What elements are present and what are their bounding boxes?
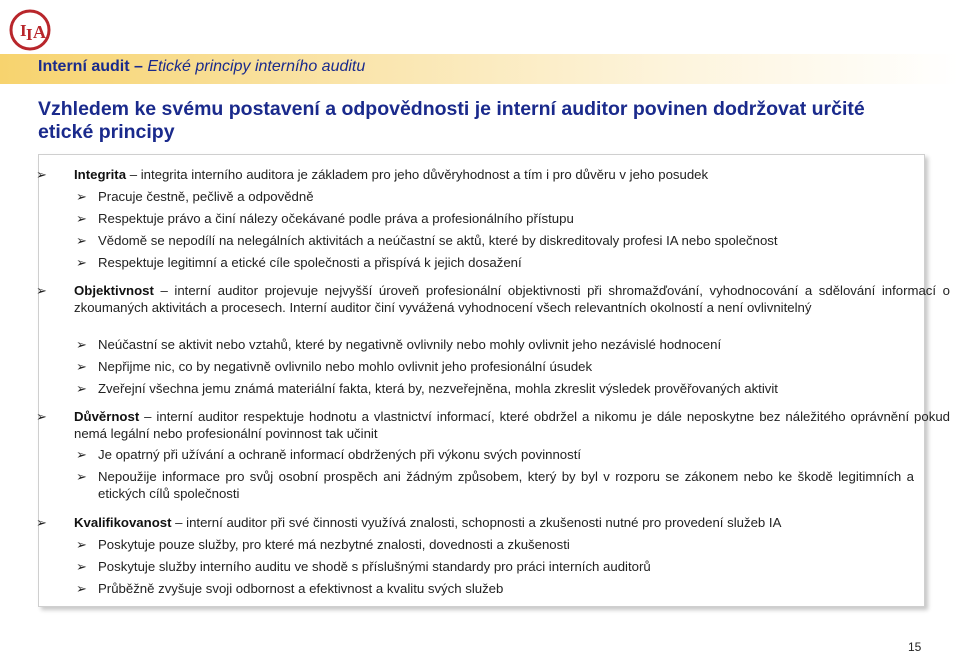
arrow-bullet-icon: ➢ <box>36 167 47 182</box>
principle-text: – interní auditor respektuje hodnotu a vlastnictví informací, které obdržel a nikomu je dále neposkytne bez náležitého oprávnění pokud nemá legální nebo profesionální povinnost tak učinit <box>74 409 950 441</box>
principle-text: – integrita interního auditora je základem pro jeho důvěryhodnost a tím i pro důvěru v jeho posudek <box>126 167 709 182</box>
arrow-bullet-icon: ➢ <box>76 469 87 484</box>
arrow-bullet-icon: ➢ <box>76 337 87 352</box>
principle-title: Kvalifikovanost <box>74 515 172 530</box>
iia-logo <box>8 6 68 54</box>
section-subtitle: Etické principy interního auditu <box>147 58 366 75</box>
svg-text:I: I <box>26 25 33 44</box>
arrow-bullet-icon: ➢ <box>76 537 87 552</box>
svg-text:A: A <box>33 22 46 42</box>
arrow-bullet-icon: ➢ <box>76 381 87 396</box>
principle-title: Objektivnost <box>74 283 154 298</box>
page-number: 15 <box>908 640 922 654</box>
arrow-bullet-icon: ➢ <box>36 515 47 530</box>
section-title <box>38 58 365 76</box>
svg-text:I: I <box>20 21 27 40</box>
page-headline: Vzhledem ke svému postavení a odpovědnosti je interní auditor povinen dodržovat určité etické principy <box>38 98 865 143</box>
section-name: Interní audit <box>38 58 130 75</box>
arrow-bullet-icon: ➢ <box>36 283 47 298</box>
title-dash: – <box>129 58 148 75</box>
principle-text: – interní auditor projevuje nejvyšší úroveň profesionální objektivnosti při shromažďování, vyhodnocování a sdělování informací o zkoumaných aktivitách a procesech. Interní auditor činí vyvážená vyhodnocení všech relevantních okolností a není ovlivnitelný <box>74 283 950 315</box>
arrow-bullet-icon: ➢ <box>76 447 87 462</box>
arrow-bullet-icon: ➢ <box>76 559 87 574</box>
arrow-bullet-icon: ➢ <box>76 211 87 226</box>
principle-text: – interní auditor při své činnosti využívá znalosti, schopnosti a zkušenosti nutné pro provedení služeb IA <box>171 515 782 530</box>
arrow-bullet-icon: ➢ <box>76 255 87 270</box>
principle-title: Integrita <box>74 167 127 182</box>
arrow-bullet-icon: ➢ <box>76 233 87 248</box>
arrow-bullet-icon: ➢ <box>76 359 87 374</box>
arrow-bullet-icon: ➢ <box>36 409 47 424</box>
arrow-bullet-icon: ➢ <box>76 581 87 596</box>
principle-title: Důvěrnost <box>74 409 140 424</box>
arrow-bullet-icon: ➢ <box>76 189 87 204</box>
